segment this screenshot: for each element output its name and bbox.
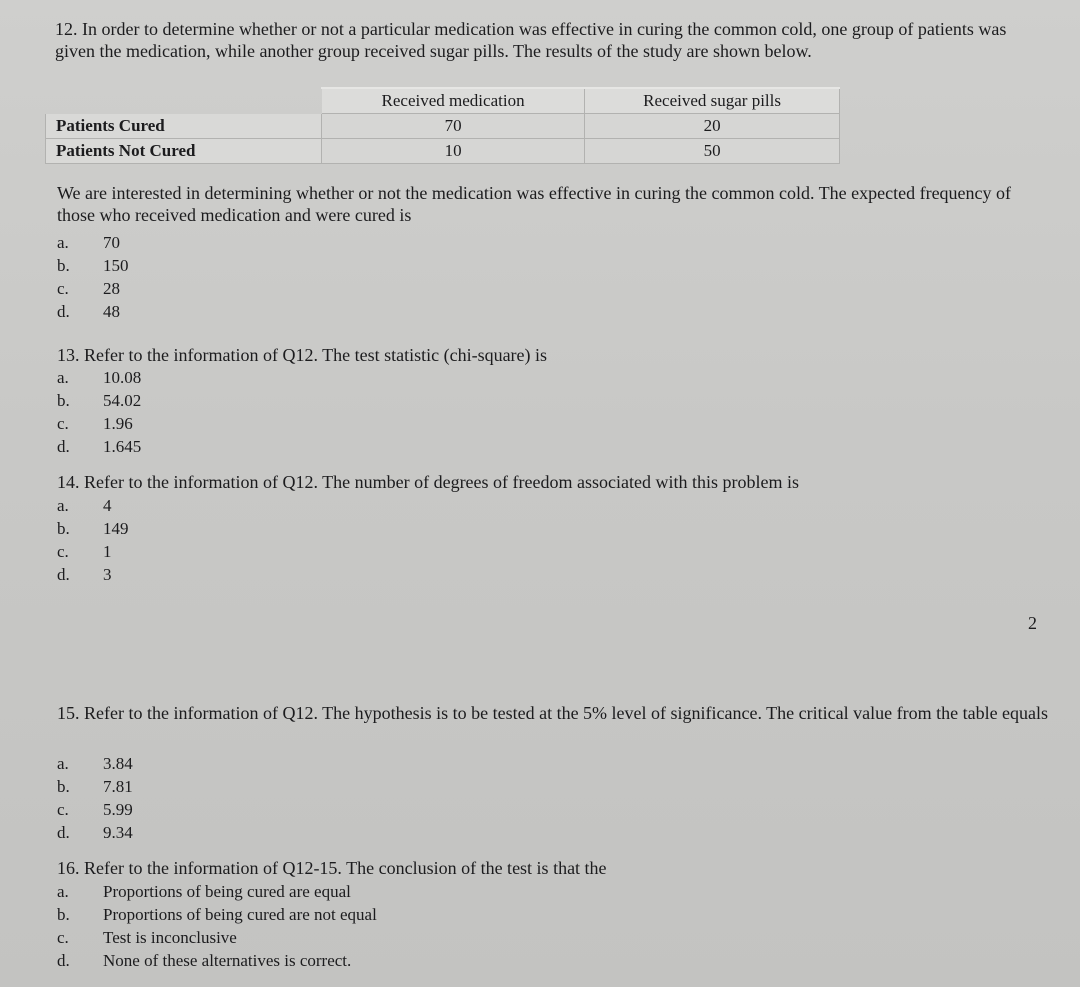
q13-options bbox=[57, 368, 141, 460]
option-b[interactable]: b. 54.02 bbox=[57, 391, 142, 410]
option-c[interactable]: c. 1.96 bbox=[57, 414, 133, 433]
row-label-not-cured: Patients Not Cured bbox=[46, 139, 322, 164]
cell-cured-medication: 70 bbox=[322, 114, 585, 139]
option-b[interactable]: b. 150 bbox=[57, 256, 129, 275]
q16-options bbox=[57, 882, 377, 974]
col-header-medication: Received medication bbox=[322, 88, 585, 114]
col-header-sugar-pills: Received sugar pills bbox=[585, 88, 840, 114]
option-a[interactable]: a. 4 bbox=[57, 496, 112, 515]
table-header-row bbox=[46, 88, 840, 114]
option-d[interactable]: d. 48 bbox=[57, 302, 120, 321]
option-d[interactable]: d. 1.645 bbox=[57, 437, 142, 456]
table-row bbox=[46, 139, 840, 164]
option-d[interactable]: d. 3 bbox=[57, 565, 112, 584]
option-c[interactable]: c. 1 bbox=[57, 542, 112, 561]
option-c[interactable]: c. Test is inconclusive bbox=[57, 928, 237, 947]
option-d[interactable]: d. None of these alternatives is correct. bbox=[57, 951, 352, 970]
option-c[interactable]: c. 28 bbox=[57, 279, 120, 298]
row-label-cured: Patients Cured bbox=[46, 114, 322, 139]
q12-options bbox=[57, 233, 129, 325]
q15-question: 15. Refer to the information of Q12. The hypothesis is to be tested at the 5% level of significance. The critical value from the table equals bbox=[57, 703, 1049, 723]
option-d[interactable]: d. 9.34 bbox=[57, 823, 133, 842]
page-number: 2 bbox=[1028, 613, 1037, 633]
q14-options bbox=[57, 496, 129, 588]
option-a[interactable]: a. 3.84 bbox=[57, 754, 133, 773]
option-b[interactable]: b. Proportions of being cured are not equal bbox=[57, 905, 377, 924]
q15-options bbox=[57, 754, 133, 846]
option-a[interactable]: a. Proportions of being cured are equal bbox=[57, 882, 351, 901]
option-b[interactable]: b. 7.81 bbox=[57, 777, 133, 796]
table-row bbox=[46, 114, 840, 139]
cell-notcured-medication: 10 bbox=[322, 139, 585, 164]
q12-intro: 12. In order to determine whether or not a particular medication was effective in curing the common cold, one group of patients was given the medication, while another group received sugar pills. The results of the study are shown below. bbox=[55, 19, 1007, 61]
option-a[interactable]: a. 70 bbox=[57, 233, 120, 252]
option-b[interactable]: b. 149 bbox=[57, 519, 129, 538]
table-corner-cell bbox=[46, 88, 322, 114]
option-c[interactable]: c. 5.99 bbox=[57, 800, 133, 819]
cell-notcured-sugar: 50 bbox=[585, 139, 840, 164]
option-a[interactable]: a. 10.08 bbox=[57, 368, 142, 387]
cell-cured-sugar: 20 bbox=[585, 114, 840, 139]
q12-question: We are interested in determining whether or not the medication was effective in curing the common cold. The expected frequency of those who received medication and were cured is bbox=[57, 183, 1012, 225]
results-table bbox=[45, 87, 840, 164]
q13-question: 13. Refer to the information of Q12. The test statistic (chi-square) is bbox=[57, 345, 548, 365]
q14-question: 14. Refer to the information of Q12. The number of degrees of freedom associated with this problem is bbox=[57, 472, 799, 492]
q16-question: 16. Refer to the information of Q12-15. The conclusion of the test is that the bbox=[57, 858, 607, 878]
